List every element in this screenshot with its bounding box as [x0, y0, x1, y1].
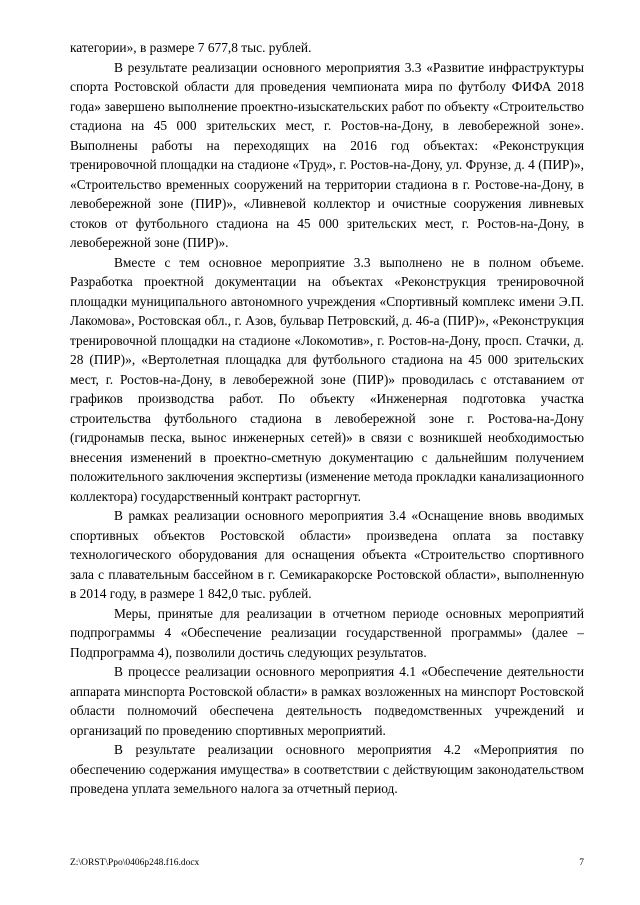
- footer-page-number: 7: [579, 858, 584, 868]
- paragraph-measure-3-4: В рамках реализации основного мероприятия 3.4 «Оснащение вновь вводимых спортивных объектов Ростовской области» произведена оплата за поставку технологического оборудования для оснащения объекта «Строительство спортивного зала с плавательным бассейном в г. Семикаракорске Ростовской области», выполненную в 2014 году, в размере 1 842,0 тыс. рублей.: [70, 508, 584, 601]
- paragraph-subprogram-4-intro: Меры, принятые для реализации в отчетном периоде основных мероприятий подпрограммы 4 «Обеспечение реализации государственной программы» (далее – Подпрограмма 4), позволили достичь следующих результатов.: [70, 605, 584, 660]
- footer-file-path: Z:\ORST\Ppo\0406p248.f16.docx: [70, 858, 200, 868]
- document-body: [70, 38, 584, 799]
- paragraph-continuation: категории», в размере 7 677,8 тыс. рублей.: [70, 40, 312, 55]
- paragraph-measure-3-3-results: В результате реализации основного мероприятия 3.3 «Развитие инфраструктуры спорта Ростовской области для проведения чемпионата мира по футболу ФИФА 2018 года» завершено выполнение проектно-изыскательских работ по объекту «Строительство стадиона на 45 000 зрительских мест, г. Ростов-на-Дону, в левобережной зоне». Выполнены работы на переходящих на 2016 год объектах: «Реконструкция тренировочной площадки на стадионе «Труд», г. Ростов-на-Дону, ул. Фрунзе, д. 4 (ПИР)», «Строительство временных сооружений на территории стадиона в г. Ростове-на-Дону, в левобережной зоне (ПИР)», «Ливневой коллектор и очистные сооружения ливневых стоков от футбольного стадиона на 45 000 зрительских мест, г. Ростов-на-Дону, в левобережной зоне (ПИР)».: [70, 59, 584, 250]
- paragraph-measure-4-1: В процессе реализации основного мероприятия 4.1 «Обеспечение деятельности аппарата минспорта Ростовской области» в рамках возложенных на минспорт Ростовской области полномочий обеспечена деятельность подведомственных учреждений и организаций по проведению спортивных мероприятий.: [70, 664, 584, 738]
- paragraph-measure-3-3-shortfalls: Вместе с тем основное мероприятие 3.3 выполнено не в полном объеме. Разработка проектной документации на объектах «Реконструкция тренировочной площадки муниципального автономного учреждения «Спортивный комплекс имени Э.П. Лакомова», Ростовская обл., г. Азов, бульвар Петровский, д. 46-а (ПИР)», «Реконструкция тренировочной площадки на стадионе «Локомотив», г. Ростов-на-Дону, просп. Стачки, д. 28 (ПИР)», «Вертолетная площадка для футбольного стадиона на 45 000 зрительских мест, г. Ростов-на-Дону, в левобережной зоне (ПИР)» проводилась с отставанием от графиков производства работ. По объекту «Инженерная подготовка участка строительства футбольного стадиона в левобережной зоне г. Ростова-на-Дону (гидронамыв песка, вынос инженерных сетей)» в связи с возникшей необходимостью внесения изменений в проектно-сметную документацию с дальнейшим получением положительного заключения экспертизы (изменение метода прокладки канализационного коллектора) государственный контракт расторгнут.: [70, 254, 584, 504]
- paragraph-measure-4-2: В результате реализации основного мероприятия 4.2 «Мероприятия по обеспечению содержания имущества» в соответствии с действующим законодательством проведена уплата земельного налога за отчетный период.: [70, 742, 584, 796]
